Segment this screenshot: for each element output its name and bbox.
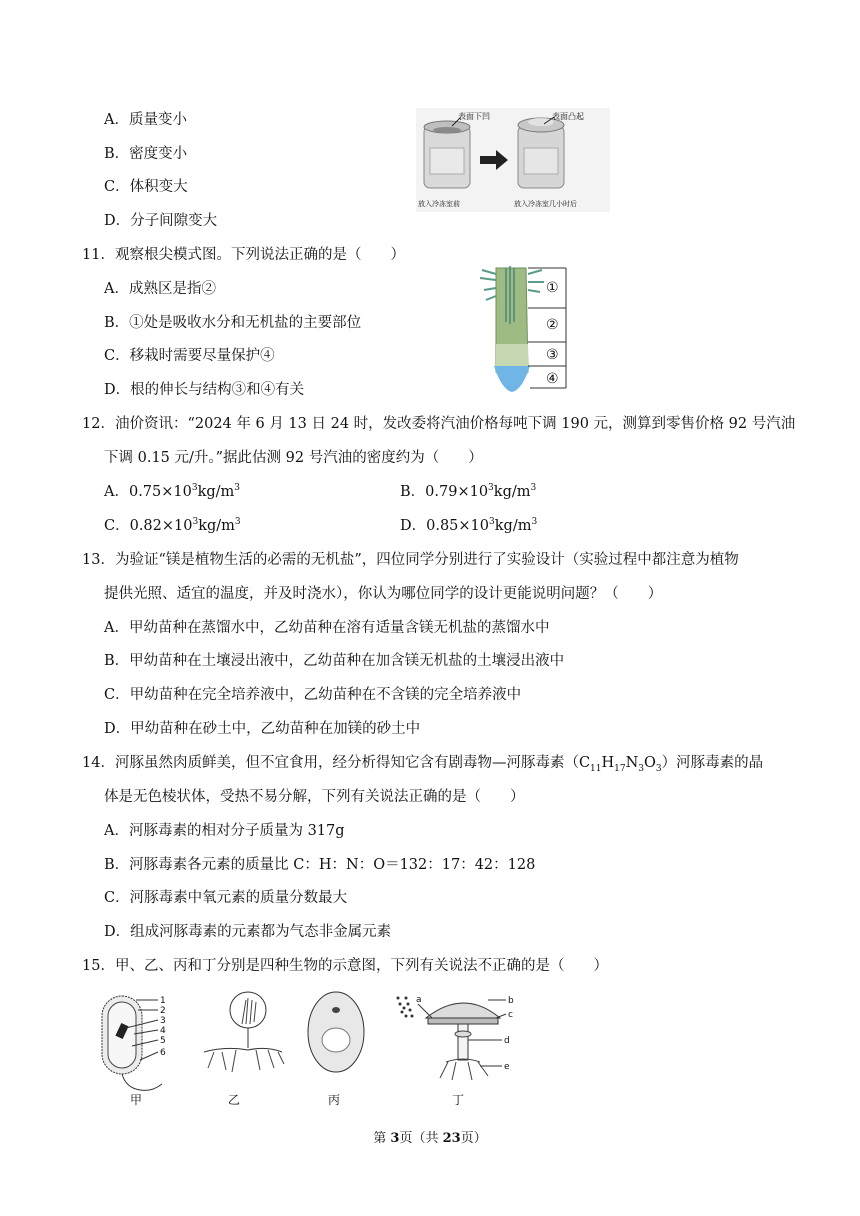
root-label-2: ② [546, 317, 559, 333]
jia-label-2: 2 [160, 1006, 166, 1016]
caption-yi: 乙 [228, 1093, 241, 1107]
jia-label-5: 5 [160, 1036, 166, 1046]
q13-stem-line2: 提供光照、适宜的温度，并及时浇水），你认为哪位同学的设计更能说明问题？（ ） [104, 586, 663, 602]
q12-option-c: C．$0.82\times 10^3kg/m^3$ [104, 517, 241, 534]
ding-label-a: a [416, 995, 422, 1005]
q11-option-b: B．①处是吸收水分和无机盐的主要部位 [104, 315, 362, 331]
ding-label-e: e [504, 1062, 510, 1072]
q14-option-b: B．河豚毒素各元素的质量比 C：H：N：O＝132：17：42：128 [104, 857, 536, 873]
q12-stem-line2: 下调 0.15 元/升。”据此估测 92 号汽油的密度约为（ ） [104, 450, 483, 466]
q10-option-d: D．分子间隙变大 [104, 213, 218, 229]
root-tip-figure [470, 262, 574, 394]
caption-jia: 甲 [130, 1093, 143, 1107]
root-label-3: ③ [546, 347, 559, 363]
q11-option-d: D．根的伸长与结构③和④有关 [104, 382, 305, 398]
q13-stem-line1: 13．为验证“镁是植物生活的必需的无机盐”，四位同学分别进行了实验设计（实验过程中都注意为植物 [82, 552, 739, 568]
q12-option-b: B．$0.79\times 10^3kg/m^3$ [400, 483, 537, 500]
caption-bing: 丙 [328, 1093, 341, 1107]
jia-label-1: 1 [160, 996, 166, 1006]
root-label-1: ① [546, 280, 559, 296]
ding-label-c: c [508, 1010, 513, 1020]
caption-before-freezing: 放入冷冻室前 [418, 200, 460, 208]
mold-drawing [204, 992, 284, 1072]
q14-option-d: D．组成河豚毒素的元素都为气态非金属元素 [104, 924, 392, 940]
ding-label-b: b [508, 996, 514, 1006]
label-surface-convex: 表面凸起 [552, 112, 584, 121]
q12-option-d: D．$0.85\times 10^3kg/m^3$ [400, 517, 538, 534]
root-label-4: ④ [546, 371, 559, 387]
current-page-number: 3 [390, 1131, 400, 1146]
q13-option-b: B．甲幼苗种在土壤浸出液中，乙幼苗种在加含镁无机盐的土壤浸出液中 [104, 653, 565, 669]
label-surface-concave: 表面下凹 [458, 112, 490, 121]
caption-after-freezing: 放入冷冻室几小时后 [514, 200, 577, 208]
q10-option-c: C．体积变大 [104, 179, 188, 195]
q11-option-c: C．移栽时需要尽量保护④ [104, 348, 275, 364]
q14-option-a: A．河豚毒素的相对分子质量为 317g [104, 823, 345, 839]
organisms-figure [96, 990, 526, 1110]
q11-stem: 11．观察根尖模式图。下列说法正确的是（ ） [82, 247, 405, 263]
yeast-drawing [308, 992, 364, 1072]
jia-label-6: 6 [160, 1048, 166, 1058]
page-footer: 第 3页（共 23页） [373, 1131, 487, 1146]
q12-stem-line1: 12．油价资讯：“2024 年 6 月 13 日 24 时，发改委将汽油价格每吨下调 190 元，测算到零售价格 92 号汽油 [82, 416, 796, 432]
freezer-jar-figure [416, 108, 610, 212]
q14-stem-line2: 体是无色棱状体，受热不易分解，下列有关说法正确的是（ ） [104, 789, 525, 805]
q11-option-a: A．成熟区是指② [104, 281, 216, 297]
q14-stem-line1: 14．河豚虽然肉质鲜美，但不宜食用，经分析得知它含有剧毒物—河豚毒素$(C_{11}H_{17}N_3O_3)$河豚毒素的晶 [82, 755, 764, 774]
q10-option-b: B．密度变小 [104, 146, 188, 162]
jia-label-4: 4 [160, 1026, 166, 1036]
q10-option-a: A．质量变小 [104, 112, 187, 128]
q13-option-a: A．甲幼苗种在蒸馏水中，乙幼苗种在溶有适量含镁无机盐的蒸馏水中 [104, 620, 550, 636]
bacterium-drawing [102, 996, 166, 1090]
ding-label-d: d [504, 1036, 510, 1046]
q12-option-a: A．$0.75\times 10^3kg/m^3$ [104, 483, 241, 500]
q14-option-c: C．河豚毒素中氧元素的质量分数最大 [104, 890, 348, 906]
q15-stem: 15．甲、乙、丙和丁分别是四种生物的示意图，下列有关说法不正确的是（ ） [82, 958, 608, 974]
total-page-count: 23 [442, 1131, 461, 1146]
q13-option-d: D．甲幼苗种在砂土中，乙幼苗种在加镁的砂土中 [104, 721, 421, 737]
jia-label-3: 3 [160, 1016, 166, 1026]
caption-ding: 丁 [452, 1093, 465, 1107]
q13-option-c: C．甲幼苗种在完全培养液中，乙幼苗种在不含镁的完全培养液中 [104, 687, 522, 703]
mushroom-drawing [397, 995, 515, 1080]
